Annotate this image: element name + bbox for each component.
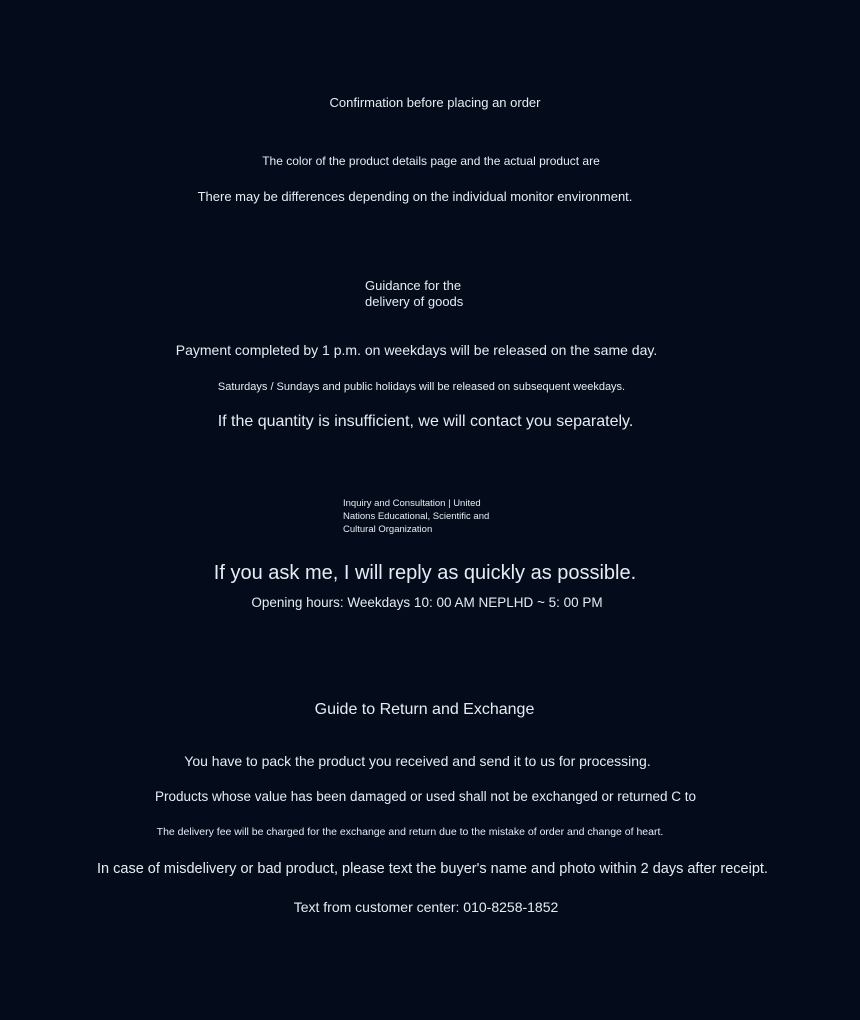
delivery-payment-notice: Payment completed by 1 p.m. on weekdays will be released on the same day. <box>175 342 658 358</box>
delivery-quantity-notice: If the quantity is insufficient, we will contact you separately. <box>217 413 634 430</box>
returns-title: Guide to Return and Exchange <box>314 701 535 718</box>
confirmation-color-notice-line2: There may be differences depending on the individual monitor environment. <box>197 189 633 204</box>
returns-pack-notice: You have to pack the product you received and send it to us for processing. <box>184 753 651 769</box>
delivery-title <box>365 278 463 310</box>
delivery-title-line2: delivery of goods <box>365 294 464 309</box>
inquiry-opening-hours: Opening hours: Weekdays 10: 00 AM NEPLHD ~ 5: 00 PM <box>251 595 603 610</box>
delivery-title-line1: Guidance for the <box>365 278 462 293</box>
inquiry-title-line1: Inquiry and Consultation | United <box>343 498 481 509</box>
confirmation-color-notice-line1: The color of the product details page and the actual product are <box>262 154 600 168</box>
confirmation-title: Confirmation before placing an order <box>329 95 541 110</box>
returns-misdelivery-notice: In case of misdelivery or bad product, please text the buyer's name and photo within 2 days after receipt. <box>97 861 768 877</box>
inquiry-title-line2: Nations Educational, Scientific and <box>343 511 490 522</box>
inquiry-title-line3: Cultural Organization <box>343 524 433 535</box>
delivery-weekend-notice: Saturdays / Sundays and public holidays will be released on subsequent weekdays. <box>217 381 626 393</box>
returns-fee-notice: The delivery fee will be charged for the exchange and return due to the mistake of order and change of heart. <box>156 826 664 838</box>
returns-customer-center-text: Text from customer center: 010-8258-1852 <box>293 899 559 915</box>
inquiry-title <box>343 497 489 536</box>
inquiry-reply-notice: If you ask me, I will reply as quickly as possible. <box>213 562 637 584</box>
returns-damaged-notice: Products whose value has been damaged or used shall not be exchanged or returned C to <box>154 789 697 804</box>
